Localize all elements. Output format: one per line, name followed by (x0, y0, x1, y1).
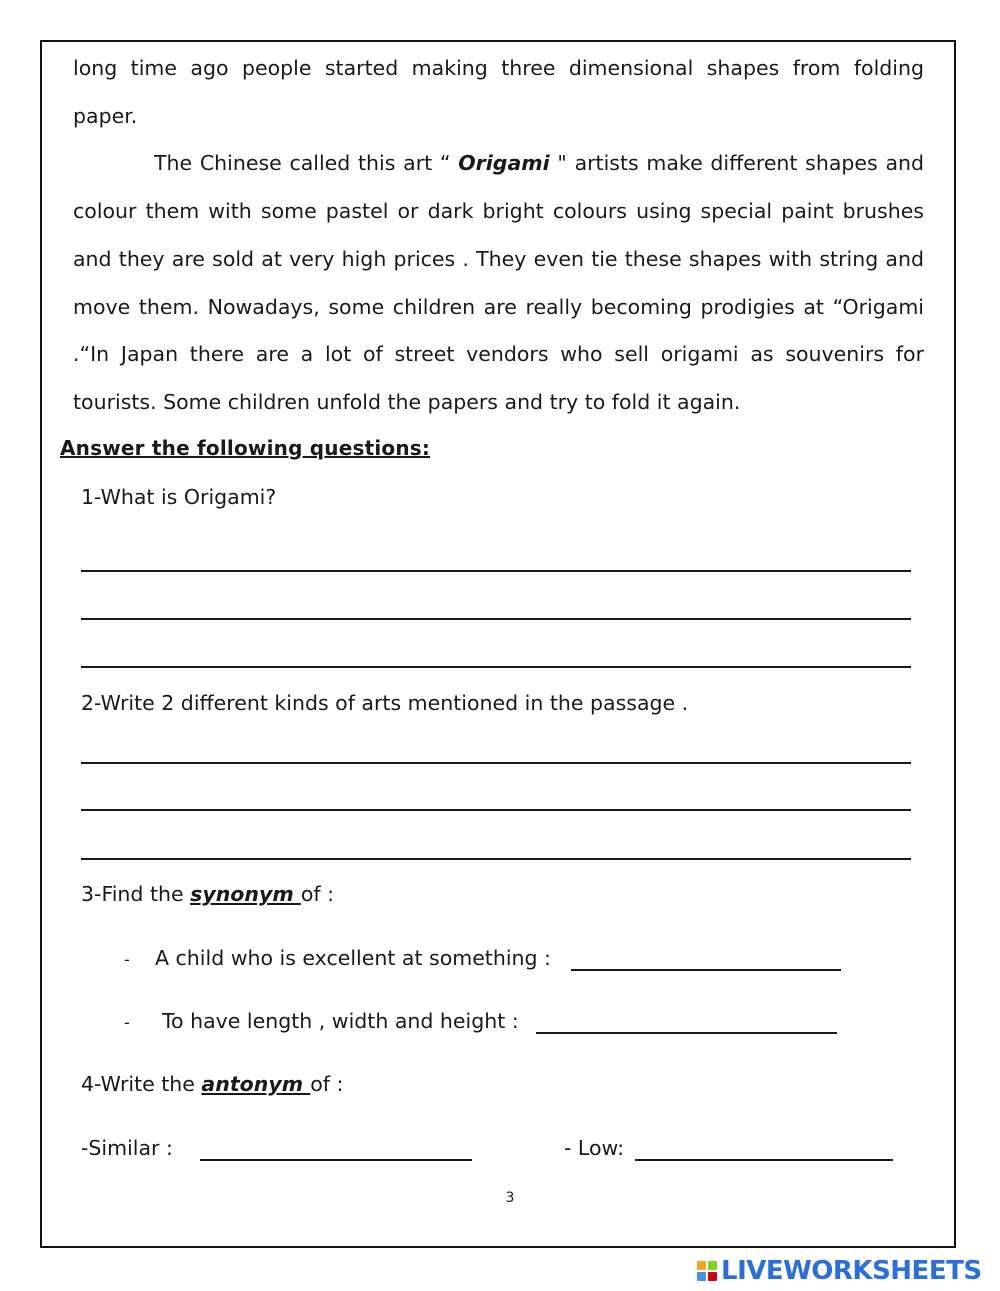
logo-block-2 (708, 1261, 717, 1270)
q3-item-1-text: A child who is excellent at something : (155, 946, 551, 970)
logo-block-1 (697, 1261, 706, 1270)
question-1: 1-What is Origami? (81, 485, 277, 509)
q3-item-2-text: To have length , width and height : (162, 1009, 519, 1033)
q4-prefix: 4-Write the (81, 1072, 202, 1096)
page-number: 3 (505, 1190, 515, 1206)
q3-item-2-blank[interactable] (536, 1032, 837, 1034)
answer-line-q2-3[interactable] (81, 858, 911, 860)
q3-item-1-dash: - (124, 950, 130, 969)
logo-block-4 (708, 1272, 717, 1281)
logo-block-3 (697, 1272, 706, 1281)
reading-passage (73, 45, 924, 427)
answer-line-q2-1[interactable] (81, 762, 911, 764)
logo-text: LIVEWORKSHEETS (721, 1256, 982, 1286)
passage-p2-body: " artists make different shapes and colour them with some pastel or dark bright colours using special paint brushes and they are sold at very high prices . They even tie these shapes with string and move them. Nowadays, some children are really becoming prodigies at “Origami .“In Japan there are a lot of street vendors who sell origami as souvenirs for tourists. Some children unfold the papers and try to fold it again. (73, 151, 925, 414)
question-2: 2-Write 2 different kinds of arts mentioned in the passage . (81, 691, 689, 715)
q4-suffix: of : (310, 1072, 344, 1096)
passage-paragraph-2 (73, 140, 924, 426)
answer-line-q2-2[interactable] (81, 809, 911, 811)
q3-item-2-dash: - (124, 1013, 130, 1032)
origami-term: Origami (458, 151, 550, 176)
answer-line-q1-3[interactable] (81, 666, 911, 668)
q3-suffix: of : (300, 882, 335, 906)
liveworksheets-logo (697, 1256, 982, 1286)
answer-line-q1-1[interactable] (81, 570, 911, 572)
passage-p2-intro: The Chinese called this art “ (154, 151, 459, 176)
logo-blocks-icon (697, 1261, 717, 1281)
q3-prefix: 3-Find the (81, 882, 191, 906)
antonym-keyword: antonym (201, 1072, 311, 1096)
synonym-keyword: synonym (190, 882, 301, 906)
questions-heading: Answer the following questions: (60, 436, 431, 460)
answer-line-q1-2[interactable] (81, 618, 911, 620)
q4-item-similar-label: -Similar : (81, 1136, 173, 1160)
q3-item-1-blank[interactable] (571, 969, 841, 971)
q4-item-similar-blank[interactable] (200, 1159, 472, 1161)
q4-item-low-label: - Low: (564, 1136, 625, 1160)
question-4 (81, 1072, 343, 1096)
passage-paragraph-1: long time ago people started making three dimensional shapes from folding paper. (73, 56, 924, 128)
question-3 (81, 882, 334, 906)
q4-item-low-blank[interactable] (635, 1159, 893, 1161)
